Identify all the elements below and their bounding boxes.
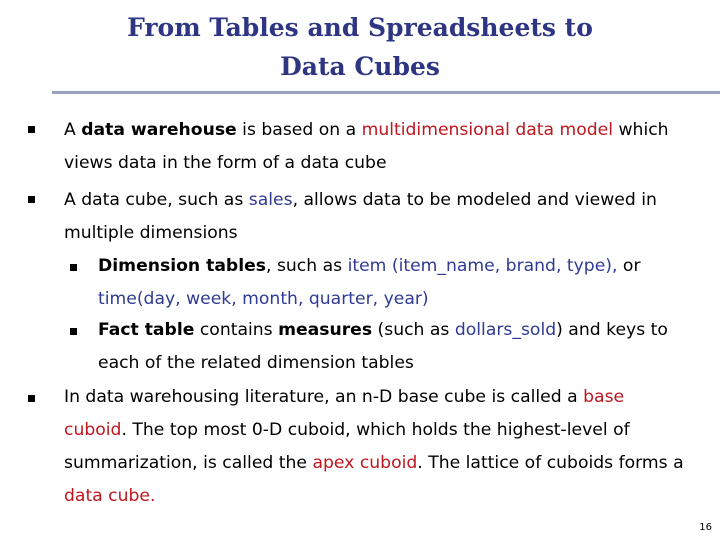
bullet-text: or <box>617 256 641 276</box>
page-number: 16 <box>699 522 712 533</box>
title-divider <box>52 91 720 94</box>
bullet-text: contains <box>194 320 279 340</box>
bullet-data-cube <box>64 184 684 250</box>
bullet-text: which views data in the form of a data cube <box>64 120 669 173</box>
bullet-text: A <box>64 120 82 140</box>
bullet-text: In data warehousing literature, an n-D base cube is called a <box>64 387 584 407</box>
bullet-text: , allows data to be modeled and viewed in multiple dimensions <box>64 190 657 243</box>
sub-bullet-square-icon <box>70 328 77 335</box>
bullet-text: . The lattice of cuboids forms a <box>417 453 684 473</box>
bullet-square-icon <box>28 126 35 133</box>
slide-title-line-2: Data Cubes <box>280 52 440 81</box>
term-measures: measures <box>278 320 373 340</box>
term-item-dimension: item (item_name, brand, type), <box>347 256 618 276</box>
bullet-text: . The top most 0-D cuboid, which holds the highest-level of summarization, is called the <box>64 420 630 473</box>
bullet-square-icon <box>28 196 35 203</box>
bullet-square-icon <box>28 395 35 402</box>
term-dollars-sold: dollars_sold <box>454 320 557 340</box>
term-base-cuboid: base cuboid <box>64 387 625 440</box>
slide-title <box>0 8 720 86</box>
term-time-dimension: time(day, week, month, quarter, year) <box>98 289 429 309</box>
bullet-text: (such as <box>372 320 455 340</box>
bullet-text: ) and keys to each of the related dimension tables <box>98 320 668 373</box>
slide-title-line-1: From Tables and Spreadsheets to <box>127 13 593 42</box>
bullet-data-warehouse <box>64 114 684 180</box>
term-data-cube: data cube. <box>64 486 156 506</box>
term-fact-table: Fact table <box>98 320 195 340</box>
term-sales: sales <box>248 190 293 210</box>
term-data-warehouse: data warehouse <box>81 120 237 140</box>
sub-bullet-dimension-tables <box>98 250 688 316</box>
bullet-text: A data cube, such as <box>64 190 249 210</box>
term-dimension-tables: Dimension tables <box>98 256 267 276</box>
sub-bullet-fact-table <box>98 314 688 380</box>
bullet-text: , such as <box>266 256 348 276</box>
bullet-text: is based on a <box>236 120 362 140</box>
term-apex-cuboid: apex cuboid <box>312 453 418 473</box>
term-multidimensional-data-model: multidimensional data model <box>361 120 614 140</box>
bullet-base-cuboid <box>64 381 684 513</box>
sub-bullet-square-icon <box>70 264 77 271</box>
